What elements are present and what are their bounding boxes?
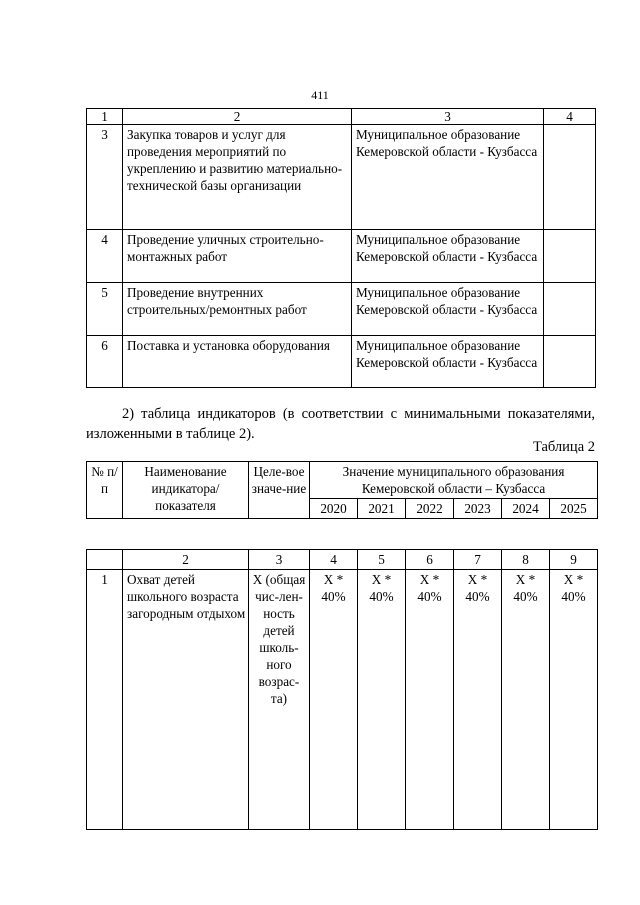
index-cell: 5: [358, 550, 406, 570]
table-row: [87, 125, 596, 230]
index-cell: 4: [310, 550, 358, 570]
owner-name: Муниципальное образование Кемеровской области - Кузбасса: [352, 283, 544, 336]
page-number: 411: [311, 88, 329, 102]
empty-cell: [544, 125, 596, 230]
header-row: [87, 462, 598, 499]
owner-name: Муниципальное образование Кемеровской области - Кузбасса: [352, 125, 544, 230]
header-target: Целе-вое значе-ние: [249, 462, 310, 519]
works-table: [86, 108, 596, 388]
index-cell: 3: [249, 550, 310, 570]
owner-name: Муниципальное образование Кемеровской области - Кузбасса: [352, 230, 544, 283]
index-cell: 6: [406, 550, 454, 570]
empty-cell: [544, 230, 596, 283]
header-value: Значение муниципального образования Кемеровской области – Кузбасса: [310, 462, 598, 499]
year-value: Х * 40%: [550, 570, 598, 830]
year-cell: 2021: [358, 499, 406, 519]
empty-cell: [544, 336, 596, 388]
index-cell: [87, 550, 123, 570]
table-caption: Таблица 2: [532, 439, 595, 455]
owner-name: Муниципальное образование Кемеровской области - Кузбасса: [352, 336, 544, 388]
year-value: Х * 40%: [406, 570, 454, 830]
index-cell: 8: [502, 550, 550, 570]
year-cell: 2020: [310, 499, 358, 519]
year-value: Х * 40%: [454, 570, 502, 830]
index-cell: 7: [454, 550, 502, 570]
header-cell: 1: [87, 109, 123, 125]
table-row: [87, 283, 596, 336]
work-name: Проведение внутренних строительных/ремонтных работ: [123, 283, 352, 336]
row-number: 3: [87, 125, 123, 230]
table-row: [87, 336, 596, 388]
indicators-table-body: [86, 549, 598, 830]
year-value: Х * 40%: [502, 570, 550, 830]
header-indicator: Наименование индикатора/ показателя: [123, 462, 249, 519]
year-cell: 2022: [406, 499, 454, 519]
indicator-name: Охват детей школьного возраста загородным отдыхом: [123, 570, 249, 830]
work-name: Проведение уличных строительно-монтажных работ: [123, 230, 352, 283]
row-number: 5: [87, 283, 123, 336]
row-number: 4: [87, 230, 123, 283]
header-cell: 2: [123, 109, 352, 125]
year-cell: 2023: [454, 499, 502, 519]
target-value: Х (общая чис-лен-ность детей школь-ного возрас-та): [249, 570, 310, 830]
year-value: Х * 40%: [310, 570, 358, 830]
row-number: 1: [87, 570, 123, 830]
work-name: Закупка товаров и услуг для проведения мероприятий по укреплению и развитию материально-технической базы организации: [123, 125, 352, 230]
index-cell: 2: [123, 550, 249, 570]
work-name: Поставка и установка оборудования: [123, 336, 352, 388]
table-row: [87, 570, 598, 830]
year-cell: 2024: [502, 499, 550, 519]
paragraph: 2) таблица индикаторов (в соответствии с минимальными показателями, изложенными в таблице 2).: [86, 406, 595, 442]
year-cell: 2025: [550, 499, 598, 519]
header-cell: 4: [544, 109, 596, 125]
empty-cell: [544, 283, 596, 336]
header-cell: 3: [352, 109, 544, 125]
table-row: [87, 230, 596, 283]
table-header-row: [87, 109, 596, 125]
row-number: 6: [87, 336, 123, 388]
indicators-table-header: [86, 461, 598, 519]
index-row: [87, 550, 598, 570]
year-value: Х * 40%: [358, 570, 406, 830]
header-number: № п/п: [87, 462, 123, 519]
index-cell: 9: [550, 550, 598, 570]
